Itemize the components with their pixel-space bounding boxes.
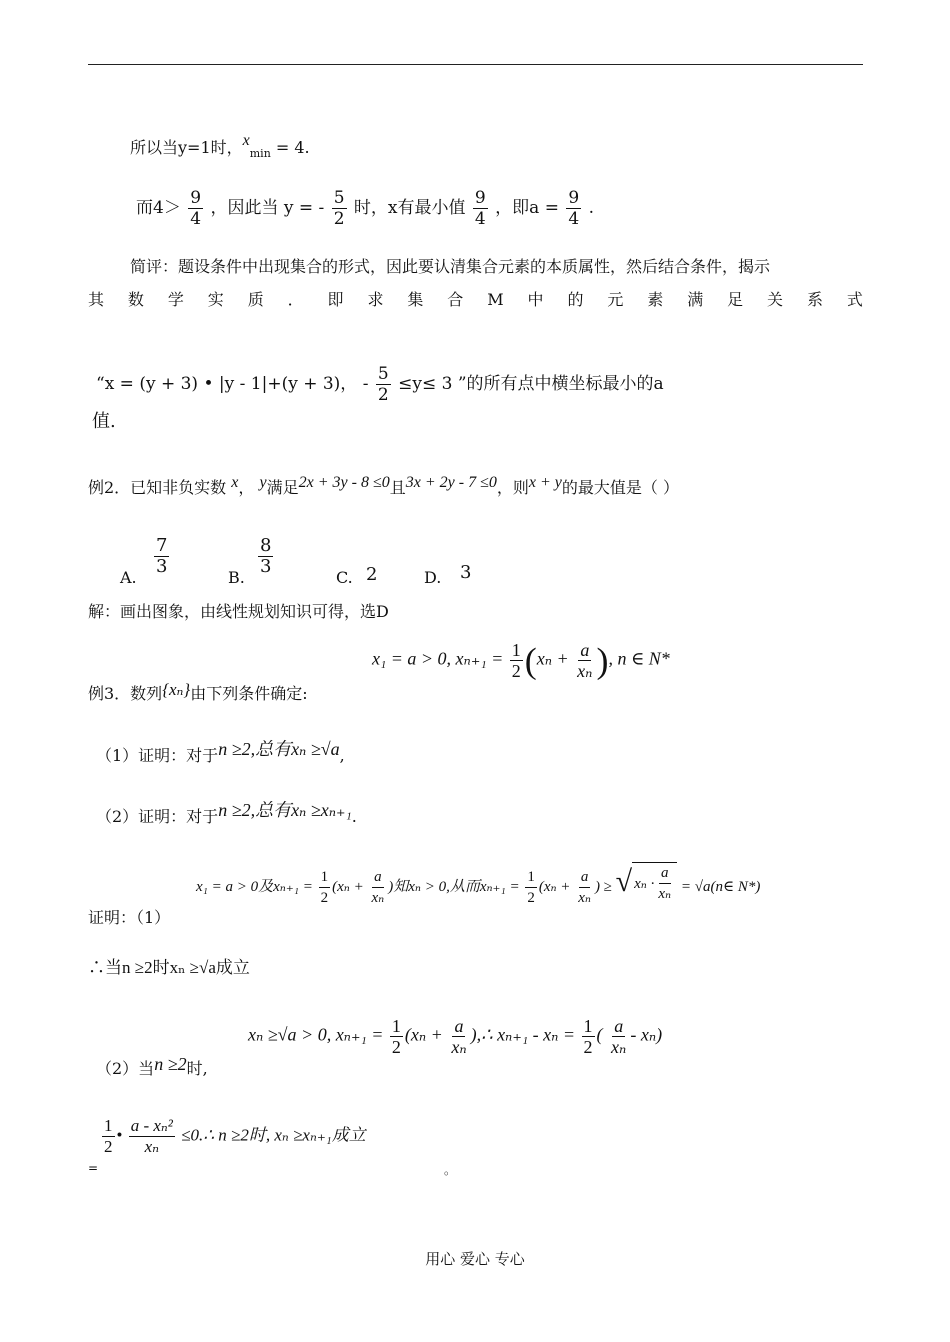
ex2-solution: 解：画出图象，由线性规划知识可得，选D xyxy=(88,602,389,621)
den: 2 xyxy=(583,1037,593,1057)
den: 4 xyxy=(190,209,202,229)
comment-char: 满 xyxy=(687,290,704,309)
text: xₙ ≥√a > 0, xₙ₊₁ = xyxy=(248,1024,384,1045)
text: （2）当 xyxy=(96,1059,155,1078)
text: 例2．已知非负实数 xyxy=(88,478,227,497)
den: 4 xyxy=(474,209,486,229)
proof1-formula xyxy=(196,862,760,908)
den: xₙ xyxy=(611,1037,627,1057)
ex3-intro xyxy=(88,680,308,704)
fraction xyxy=(473,188,488,229)
ex3-part2 xyxy=(96,800,357,827)
comment-char: ． xyxy=(287,290,304,309)
text: 满足 xyxy=(266,478,299,497)
num: 1 xyxy=(319,867,331,888)
fraction xyxy=(154,536,169,577)
fraction xyxy=(656,863,673,904)
option-a-label: A. xyxy=(120,568,137,587)
fraction xyxy=(566,188,581,229)
text: , xyxy=(339,746,345,765)
text: ，即a = xyxy=(495,198,559,218)
option-a-fraction xyxy=(152,536,171,577)
math: n ≥2 xyxy=(154,1054,187,1074)
comment-char: 足 xyxy=(727,290,744,309)
den: 2 xyxy=(511,661,521,681)
fraction xyxy=(102,1116,115,1157)
math: n ≥2,总有xₙ ≥√a xyxy=(218,739,340,759)
text: 时，x有最小值 xyxy=(353,198,466,218)
text: . xyxy=(351,807,357,826)
comment-line-1: 简评：题设条件中出现集合的形式，因此要认清集合元素的本质属性，然后结合条件，揭示 xyxy=(130,257,771,276)
num: 1 xyxy=(511,640,521,660)
dot: • xyxy=(116,1125,123,1145)
option-c-label: C. xyxy=(336,568,353,587)
fraction xyxy=(319,867,331,908)
math: n ≥2,总有xₙ ≥xₙ₊₁ xyxy=(218,800,352,820)
text: ≤0.∴ n ≥2时, xₙ ≥xₙ₊₁成立 xyxy=(181,1125,366,1145)
den: 4 xyxy=(568,209,580,229)
option-b-fraction xyxy=(256,536,275,577)
final-formula xyxy=(100,1116,366,1157)
sequence: {xₙ} xyxy=(162,680,191,699)
constraint-1: 2x + 3y - 8 ≤0 xyxy=(298,474,390,491)
text: “x = (y + 3) • |y - 1|+(y + 3)， - xyxy=(96,374,369,394)
comment-char: 其 xyxy=(88,290,105,309)
final-eq: = xyxy=(88,1161,99,1175)
num: 9 xyxy=(474,188,486,208)
comment-char: 数 xyxy=(127,290,144,309)
sub-min: min xyxy=(249,147,271,161)
fraction xyxy=(188,188,203,229)
page-footer: 用心 爱心 专心 xyxy=(425,1250,525,1268)
comment-line-3 xyxy=(96,364,664,405)
comment-char: M xyxy=(487,290,504,309)
text: ≤y≤ 3 ”的所有点中横坐标最小的a xyxy=(398,374,664,394)
text: 所以当y=1时， xyxy=(130,138,243,157)
comment-line-4: 值. xyxy=(92,411,116,432)
text: x₁ = a > 0及xₙ₊₁ = xyxy=(196,879,313,895)
text: ( xyxy=(596,1024,603,1045)
text: = 4. xyxy=(270,138,310,157)
den: 2 xyxy=(104,1137,113,1156)
sqrt: √ xₙ · $\frac{a}{\text{xₙ}}$ xyxy=(616,862,677,904)
comment-char: 的 xyxy=(567,290,584,309)
comment-char: 实 xyxy=(207,290,224,309)
line-compare xyxy=(136,188,594,229)
num: 5 xyxy=(333,188,345,208)
text: 而4＞ xyxy=(136,198,181,218)
ex3-part1 xyxy=(96,739,345,766)
text: , n ∈ N* xyxy=(608,648,670,669)
text: (xₙ + xyxy=(332,879,364,895)
fraction xyxy=(576,867,593,908)
fraction xyxy=(369,867,386,908)
proof2-formula xyxy=(248,1016,662,1057)
option-d-label: D. xyxy=(424,568,442,587)
fraction xyxy=(390,1016,403,1057)
text: （1）证明：对于 xyxy=(96,746,219,765)
comment-char: 元 xyxy=(607,290,624,309)
option-c-value: 2 xyxy=(366,564,378,585)
text: = √a(n∈ N*) xyxy=(680,879,761,895)
text: ) ≥ xyxy=(594,879,612,895)
comment-char: 式 xyxy=(846,290,863,309)
fraction xyxy=(525,867,537,908)
text: - xₙ) xyxy=(630,1024,663,1045)
var-y: y xyxy=(259,474,267,491)
text: (xₙ + xyxy=(538,879,571,895)
var-x: x xyxy=(242,132,250,149)
header-rule xyxy=(88,64,863,65)
proof2-label xyxy=(96,1054,208,1079)
fraction xyxy=(332,188,347,229)
num: a xyxy=(579,867,591,888)
den: 2 xyxy=(320,890,329,907)
var-x: x xyxy=(231,474,239,491)
fraction xyxy=(376,364,391,405)
comment-char: 求 xyxy=(367,290,384,309)
text: )知xₙ > 0,从而xₙ₊₁ = xyxy=(388,879,520,895)
den: xₙ xyxy=(371,890,385,907)
num: 1 xyxy=(525,867,537,888)
num: a xyxy=(454,1016,464,1036)
text: （2）证明：对于 xyxy=(96,807,219,826)
text: 且 xyxy=(389,478,406,497)
den: xₙ xyxy=(658,886,672,902)
comment-char: 关 xyxy=(767,290,784,309)
text: ),∴ xₙ₊₁ - xₙ = xyxy=(470,1024,576,1045)
num: a xyxy=(372,867,384,888)
text: . xyxy=(588,198,594,218)
text: xₙ + xyxy=(536,648,569,669)
num: 1 xyxy=(391,1016,401,1036)
line-min-value xyxy=(130,132,310,164)
num: a - xₙ² xyxy=(130,1116,173,1135)
fraction xyxy=(575,640,594,681)
num: 7 xyxy=(156,535,168,556)
den: xₙ xyxy=(577,661,593,681)
comment-char: 素 xyxy=(647,290,664,309)
comment-char: 质 xyxy=(247,290,264,309)
ex3-formula: x₁ = a > 0, xₙ₊₁ = $\frac{1}{2}$ (xₙ + $\frac{a}{\text{xₙ}}$ ), n ∈ N* xyxy=(372,640,670,681)
num: a xyxy=(659,863,671,884)
text: 的最大值是（ ） xyxy=(561,478,679,497)
text: 时, xyxy=(186,1059,208,1078)
comment-char: 合 xyxy=(447,290,464,309)
comment-char: 中 xyxy=(527,290,544,309)
text: 例3．数列 xyxy=(88,684,163,703)
text: ， xyxy=(238,478,255,497)
den: 2 xyxy=(391,1037,401,1057)
text: ，则 xyxy=(496,478,529,497)
num: 5 xyxy=(377,364,389,384)
final-period: 。 xyxy=(444,1163,457,1177)
text: ∴当n ≥2时xₙ ≥√a成立 xyxy=(88,958,250,977)
comment-char: 学 xyxy=(167,290,184,309)
ex2-question xyxy=(88,474,679,499)
num: 1 xyxy=(104,1116,113,1135)
fraction xyxy=(449,1016,468,1057)
den: 2 xyxy=(333,209,345,229)
comment-line-2 xyxy=(88,290,863,310)
text: 由下列条件确定: xyxy=(190,684,308,703)
comment-char: 系 xyxy=(806,290,823,309)
den: 3 xyxy=(156,556,168,577)
den: xₙ xyxy=(144,1137,160,1156)
option-b-label: B. xyxy=(228,568,245,587)
den: xₙ xyxy=(578,890,591,907)
fraction xyxy=(582,1016,595,1057)
fraction xyxy=(129,1116,175,1157)
conclusion-1 xyxy=(88,958,250,978)
proof1-label: 证明：（1） xyxy=(88,908,171,927)
text: x₁ = a > 0, xₙ₊₁ = xyxy=(372,648,504,669)
comment-char: 即 xyxy=(327,290,344,309)
text: xₙ · xyxy=(634,875,655,892)
den: 2 xyxy=(527,890,535,907)
num: 9 xyxy=(568,188,580,208)
num: a xyxy=(580,640,590,660)
num: 8 xyxy=(260,535,272,556)
fraction xyxy=(609,1016,628,1057)
num: a xyxy=(614,1016,624,1036)
den: xₙ xyxy=(451,1037,467,1057)
constraint-2: 3x + 2y - 7 ≤0 xyxy=(405,474,497,491)
fraction xyxy=(258,536,273,577)
den: 3 xyxy=(260,556,272,577)
fraction xyxy=(510,640,523,681)
num: 1 xyxy=(583,1016,593,1036)
sum-expr: x + y xyxy=(528,474,562,491)
option-d-value: 3 xyxy=(460,562,472,583)
num: 9 xyxy=(190,188,202,208)
text: (xₙ + xyxy=(404,1024,443,1045)
den: 2 xyxy=(377,385,389,405)
comment-char: 集 xyxy=(407,290,424,309)
text: ，因此当 y = - xyxy=(210,198,325,218)
